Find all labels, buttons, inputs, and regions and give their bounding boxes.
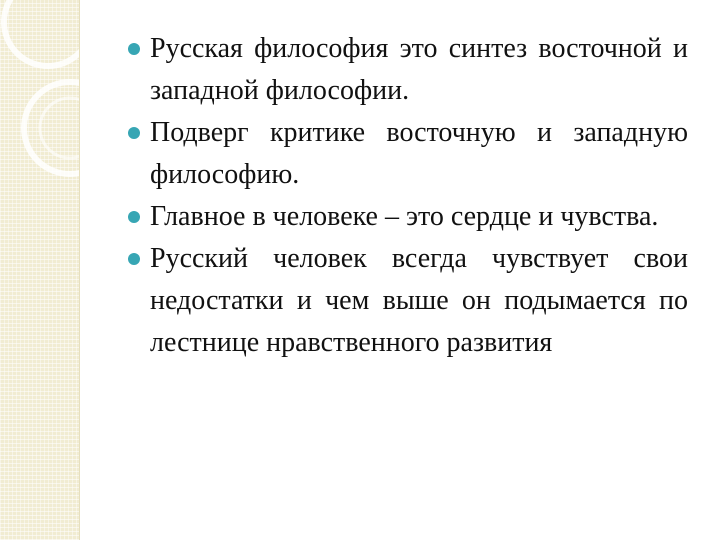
bullet-dot-icon (128, 253, 140, 265)
bullet-item (120, 28, 688, 112)
bullet-text: Подверг критике восточную и западную философию. (150, 117, 688, 190)
bullet-text: Главное в человеке – это сердце и чувства. (150, 201, 659, 232)
bullet-text: Русская философия это синтез восточной и западной философии. (150, 33, 688, 106)
bullet-list (120, 28, 688, 364)
stripe-edge-line (79, 0, 80, 540)
bullet-item (120, 196, 688, 238)
bullet-text: Русский человек всегда чувствует свои недостатки и чем выше он подымается по лестнице нравственного развития (150, 243, 688, 358)
bullet-item (120, 238, 688, 364)
bullet-item (120, 112, 688, 196)
bullet-dot-icon (128, 211, 140, 223)
bullet-dot-icon (128, 127, 140, 139)
slide-content (120, 28, 688, 364)
bullet-dot-icon (128, 43, 140, 55)
decorative-circles (0, 0, 80, 540)
decorative-side-stripe (0, 0, 80, 540)
